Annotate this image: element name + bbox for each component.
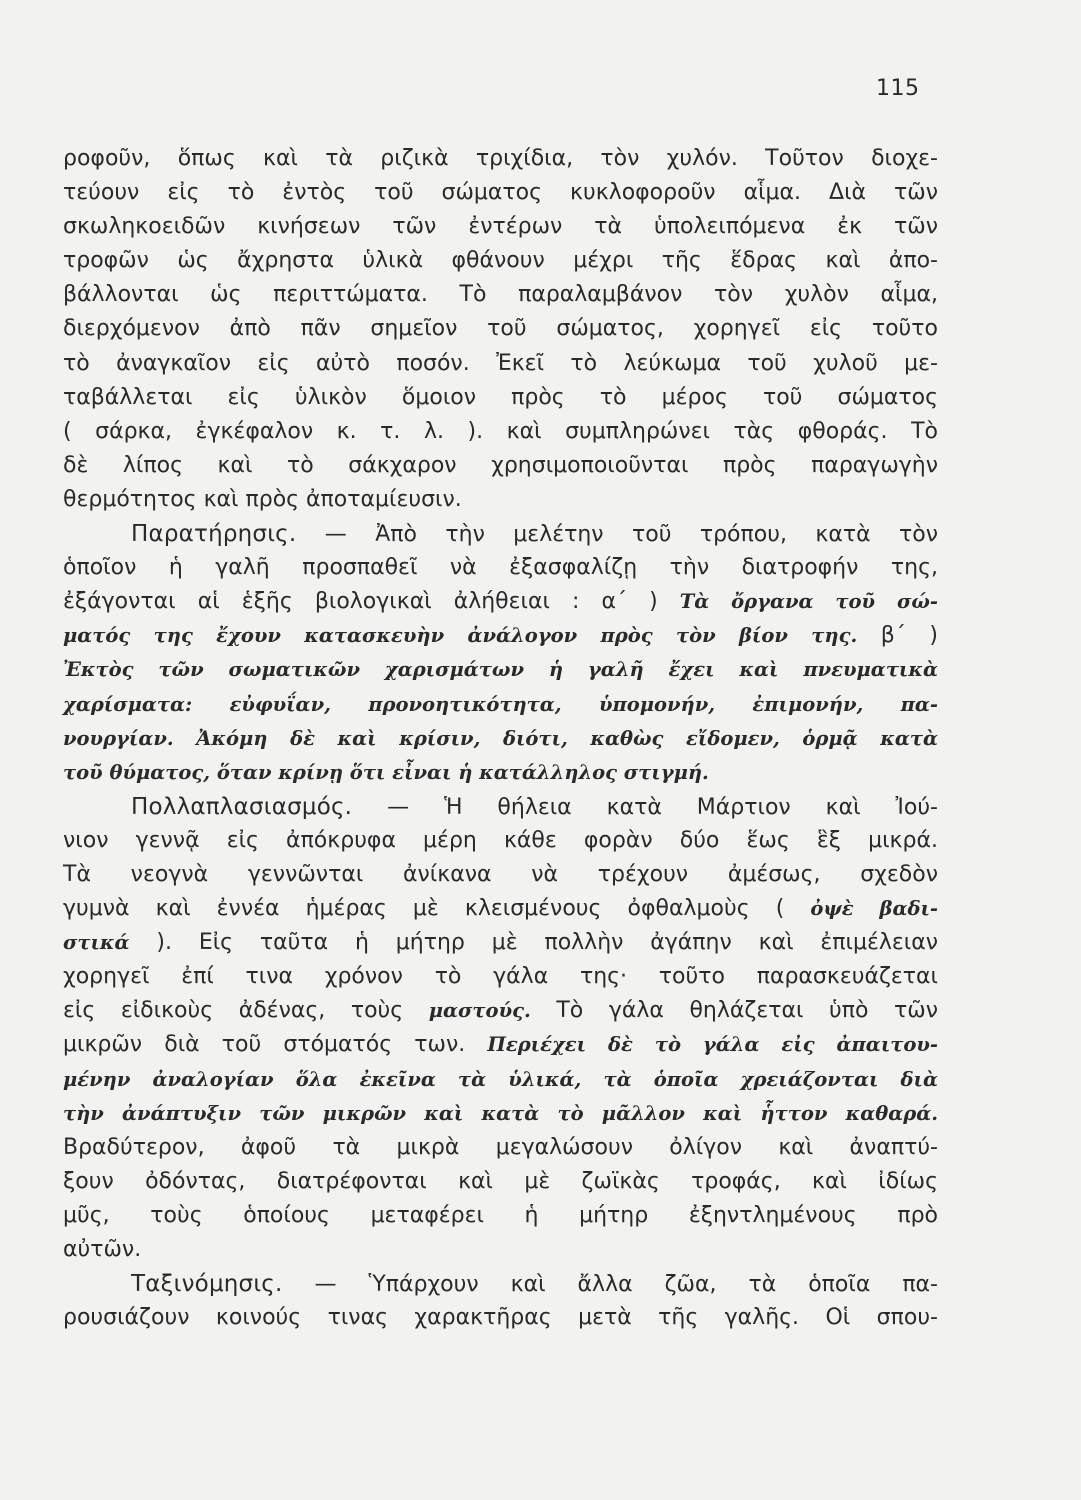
section-heading: Ταξινόμησις. bbox=[131, 1271, 283, 1298]
emphasis-text: τοῦ θύματος, ὅταν κρίνῃ ὅτι εἶναι ἡ κατάλληλος στιγμή. bbox=[63, 760, 709, 784]
text-run: γυμνὰ καὶ ἐννέα ἡμέρας μὲ κλεισμένους ὀφθαλμοὺς ( bbox=[63, 896, 811, 922]
text-run: Τὸ γάλα θηλάζεται ὑπὸ τῶν bbox=[530, 998, 938, 1024]
text-line bbox=[63, 210, 938, 244]
text-line bbox=[63, 688, 938, 722]
text-line bbox=[63, 1063, 938, 1097]
text-line bbox=[63, 415, 938, 449]
text-line bbox=[63, 176, 938, 210]
text-run: ). Εἰς ταῦτα ἡ μήτηρ μὲ πολλὴν ἀγάπην καὶ ἐπιμέλειαν bbox=[129, 930, 938, 956]
text-line bbox=[63, 517, 938, 551]
emphasis-text: μαστούς. bbox=[428, 999, 531, 1023]
text-line bbox=[63, 347, 938, 381]
text-run: Βραδύτερον, ἀφοῦ τὰ μικρὰ μεγαλώσουν ὀλίγον καὶ ἀναπτύ- bbox=[63, 1134, 938, 1160]
text-run: Τὰ νεογνὰ γεννῶνται ἀνίκανα νὰ τρέχουν ἀμέσως, σχεδὸν bbox=[63, 861, 938, 887]
text-line bbox=[63, 1267, 938, 1301]
text-run: — Ὑπάρχουν καὶ ἄλλα ζῶα, τὰ ὁποῖα πα- bbox=[282, 1272, 938, 1298]
emphasis-text: νουργίαν. Ἀκόμη δὲ καὶ κρίσιν, διότι, καθὼς εἴδομεν, ὁρμᾷ κατὰ bbox=[63, 726, 938, 750]
body-text bbox=[63, 142, 938, 1335]
emphasis-text: τὴν ἀνάπτυξιν τῶν μικρῶν καὶ κατὰ τὸ μᾶλλον καὶ ἧττον καθαρά. bbox=[63, 1101, 938, 1125]
text-run: — Ἡ θήλεια κατὰ Μάρτιον καὶ Ἰού- bbox=[352, 794, 938, 820]
text-run: τεύουν εἰς τὸ ἐντὸς τοῦ σώματος κυκλοφοροῦν αἷμα. Διὰ τῶν bbox=[63, 180, 938, 206]
text-line bbox=[63, 585, 938, 619]
text-run: — Ἀπὸ τὴν μελέτην τοῦ τρόπου, κατὰ τὸν bbox=[296, 522, 938, 548]
text-run: νιον γεννᾷ εἰς ἀπόκρυφα μέρη κάθε φορὰν δύο ἕως ἓξ μικρά. bbox=[63, 827, 938, 853]
emphasis-text: ὀψὲ βαδι- bbox=[810, 897, 938, 921]
emphasis-text: Ἐκτὸς τῶν σωματικῶν χαρισμάτων ἡ γαλῆ ἔχει καὶ πνευματικὰ bbox=[63, 658, 938, 682]
text-line bbox=[63, 722, 938, 756]
text-run: μικρῶν διὰ τοῦ στόματός των. bbox=[63, 1032, 488, 1058]
text-run: θερμότητος καὶ πρὸς ἀποταμίευσιν. bbox=[63, 486, 462, 512]
text-run: β΄ ) bbox=[857, 623, 938, 649]
text-line bbox=[63, 926, 938, 960]
section-heading: Πολλαπλασιασμός. bbox=[131, 793, 353, 820]
text-line bbox=[63, 1028, 938, 1062]
text-run: ξουν ὀδόντας, διατρέφονται καὶ μὲ ζωϊκὰς τροφάς, καὶ ἰδίως bbox=[63, 1168, 938, 1194]
text-run: τὸ ἀναγκαῖον εἰς αὐτὸ ποσόν. Ἐκεῖ τὸ λεύκωμα τοῦ χυλοῦ με- bbox=[63, 350, 938, 376]
text-line bbox=[63, 1097, 938, 1131]
text-run: βάλλονται ὡς περιττώματα. Τὸ παραλαμβάνον τὸν χυλὸν αἷμα, bbox=[63, 282, 938, 308]
text-run: ἐξάγονται αἱ ἑξῆς βιολογικαὶ ἀλήθειαι : α΄ ) bbox=[63, 589, 680, 615]
text-line bbox=[63, 824, 938, 858]
text-line bbox=[63, 653, 938, 687]
emphasis-text: στικά bbox=[63, 931, 130, 955]
emphasis-text: Περιέχει δὲ τὸ γάλα εἰς ἀπαιτου- bbox=[487, 1033, 939, 1057]
text-run: ὁποῖον ἡ γαλῆ προσπαθεῖ νὰ ἐξασφαλίζῃ τὴν διατροφήν της, bbox=[63, 555, 938, 581]
text-line bbox=[63, 278, 938, 312]
text-line bbox=[63, 483, 938, 517]
emphasis-text: χαρίσματα: εὐφυΐαν, προνοητικότητα, ὑπομονήν, ἐπιμονήν, πα- bbox=[63, 692, 938, 716]
page-number: 115 bbox=[876, 76, 920, 101]
text-line bbox=[63, 756, 938, 790]
text-line bbox=[63, 1199, 938, 1233]
text-run: μῦς, τοὺς ὁποίους μεταφέρει ἡ μήτηρ ἐξηντλημένους πρὸ bbox=[63, 1202, 938, 1228]
text-run: ταβάλλεται εἰς ὑλικὸν ὅμοιον πρὸς τὸ μέρος τοῦ σώματος bbox=[63, 384, 938, 410]
text-line bbox=[63, 1165, 938, 1199]
text-run: διερχόμενον ἀπὸ πᾶν σημεῖον τοῦ σώματος, χορηγεῖ εἰς τοῦτο bbox=[63, 316, 938, 342]
text-line bbox=[63, 244, 938, 278]
text-run: ροφοῦν, ὅπως καὶ τὰ ριζικὰ τριχίδια, τὸν χυλόν. Τοῦτον διοχε- bbox=[63, 146, 938, 171]
text-line bbox=[63, 1233, 938, 1267]
text-line bbox=[63, 619, 938, 653]
text-run: δὲ λίπος καὶ τὸ σάκχαρον χρησιμοποιοῦνται πρὸς παραγωγὴν bbox=[63, 452, 938, 478]
text-line bbox=[63, 892, 938, 926]
text-line bbox=[63, 449, 938, 483]
text-line bbox=[63, 790, 938, 824]
text-line bbox=[63, 1131, 938, 1165]
text-run: σκωληκοειδῶν κινήσεων τῶν ἐντέρων τὰ ὑπολειπόμενα ἐκ τῶν bbox=[63, 214, 938, 240]
text-line bbox=[63, 551, 938, 585]
text-line bbox=[63, 1301, 938, 1335]
text-run: χορηγεῖ ἐπί τινα χρόνον τὸ γάλα της· τοῦτο παρασκευάζεται bbox=[63, 964, 938, 990]
text-run: ρουσιάζουν κοινούς τινας χαρακτῆρας μετὰ τῆς γαλῆς. Οἱ σπου- bbox=[63, 1305, 938, 1331]
text-line bbox=[63, 381, 938, 415]
text-run: εἰς εἰδικοὺς ἀδένας, τοὺς bbox=[63, 998, 429, 1024]
text-run: τροφῶν ὡς ἄχρηστα ὑλικὰ φθάνουν μέχρι τῆς ἕδρας καὶ ἀπο- bbox=[63, 248, 938, 274]
emphasis-text: μένην ἀναλογίαν ὅλα ἐκεῖνα τὰ ὑλικά, τὰ ὁποῖα χρειάζονται διὰ bbox=[63, 1067, 938, 1091]
text-run: αὐτῶν. bbox=[63, 1237, 142, 1262]
emphasis-text: Τὰ ὄργανα τοῦ σώ- bbox=[679, 590, 939, 614]
text-line bbox=[63, 994, 938, 1028]
text-run: ( σάρκα, ἐγκέφαλον κ. τ. λ. ). καὶ συμπληρώνει τὰς φθοράς. Τὸ bbox=[63, 418, 938, 444]
text-line bbox=[63, 142, 938, 176]
text-line bbox=[63, 858, 938, 892]
section-heading: Παρατήρησις. bbox=[131, 521, 297, 548]
emphasis-text: ματός της ἔχουν κατασκευὴν ἀνάλογον πρὸς τὸν βίον της. bbox=[63, 624, 858, 648]
text-line bbox=[63, 960, 938, 994]
text-line bbox=[63, 312, 938, 346]
